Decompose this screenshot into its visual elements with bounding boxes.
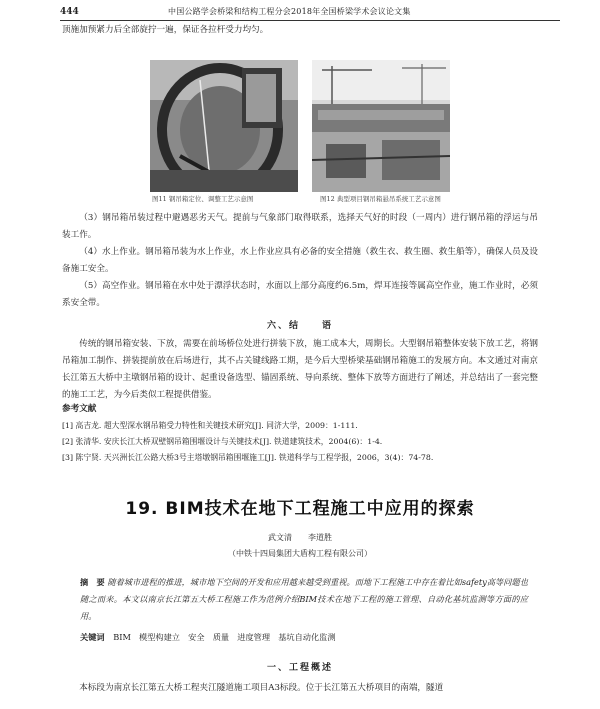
running-header bbox=[60, 6, 560, 21]
paragraph-item-5: （5）高空作业。钢吊箱在水中处于漂浮状态时，水面以上部分高度约6.5m，焊耳连接等属高空作业，施工作业时，必须系安全带。 bbox=[62, 281, 538, 308]
abstract bbox=[80, 574, 528, 625]
reference-item: [3] 陈宁贤. 天兴洲长江公路大桥3号主塔墩钢吊箱围堰施工[J]. 铁道科学与工程学报，2006，3(4)：74-78. bbox=[62, 453, 434, 462]
top-paragraph: 顶施加预紧力后全部旋拧一遍，保证各拉杆受力均匀。 bbox=[62, 25, 269, 35]
conclusion-paragraph: 传统的钢吊箱安装、下放，需要在前场桥位处进行拼装下放，施工成本大，周期长。大型钢吊箱整体安装下放工艺，将钢吊箱加工制作、拼装提前放在后场进行，其不占关键线路工期，是今后大型桥梁基础钢吊箱施工的发展方向。本文通过对南京长江第五大桥中主墩钢吊箱的设计、起重设备选型、锚固系统、导向系统、整体下放等方面进行了阐述，并总结出了一套完整的施工工艺，为今后类似工程提供借鉴。 bbox=[62, 339, 538, 400]
reference-item: [2] 张清华. 安庆长江大桥双壁钢吊箱围堰设计与关键技术[J]. 铁道建筑技术，2004(6)：1-4. bbox=[62, 437, 383, 446]
section-heading-overview: 一、工程概述 bbox=[266, 663, 333, 673]
article-title: 19. BIM技术在地下工程施工中应用的探索 bbox=[125, 499, 475, 519]
running-title: 中国公路学会桥梁和结构工程分会2018年全国桥梁学术会议论文集 bbox=[168, 7, 411, 16]
references-heading: 参考文献 bbox=[62, 404, 97, 414]
paragraph-item-4: （4）水上作业。钢吊箱吊装为水上作业，水上作业应具有必备的安全措施（救生衣、救生圈、救生船等），确保人员及设备施工安全。 bbox=[62, 247, 538, 274]
figure-11-image bbox=[150, 60, 298, 192]
section-heading-conclusion: 六、结 语 bbox=[266, 321, 333, 331]
figure-11-caption: 图11 钢吊箱定位、调整工艺示意图 bbox=[152, 195, 254, 203]
keywords bbox=[80, 632, 528, 643]
paragraph-item-3: （3）钢吊箱吊装过程中避遇恶劣天气。提前与气象部门取得联系，选择天气好的时段（一周内）进行钢吊箱的浮运与吊装工作。 bbox=[62, 213, 538, 240]
figure-12-caption: 图12 典型项目钢吊箱悬吊系统工艺示意图 bbox=[320, 195, 441, 203]
abstract-label: 摘 要 bbox=[80, 577, 105, 587]
figure-12-image bbox=[312, 60, 450, 192]
keywords-text: BIM 模型构建立 安全 质量 进度管理 基坑自动化监测 bbox=[113, 632, 336, 642]
reference-item: [1] 高吉龙. 超大型深水钢吊箱受力特性和关键技术研究[J]. 同济大学，2009：1-111. bbox=[62, 421, 358, 430]
article-affiliation: （中铁十四局集团大盾构工程有限公司） bbox=[228, 549, 372, 558]
abstract-text: 随着城市进程的推进，城市地下空间的开发和应用越来越受到重视。而地下工程施工中存在着比如safety高等问题也随之而来。本文以南京长江第五大桥工程施工作为范例介绍BIM技术在地下工程的施工管理、自动化基坑监测等方面的应用。 bbox=[80, 577, 528, 621]
keywords-label: 关键词 bbox=[80, 632, 105, 642]
overview-paragraph: 本标段为南京长江第五大桥工程夹江隧道施工项目A3标段。位于长江第五大桥项目的南端，隧道 bbox=[79, 683, 444, 693]
figure-12-photo bbox=[312, 60, 450, 192]
figure-11-photo bbox=[150, 60, 298, 192]
page-number: 444 bbox=[60, 7, 79, 17]
article-authors: 武文清 李道胜 bbox=[268, 533, 332, 542]
